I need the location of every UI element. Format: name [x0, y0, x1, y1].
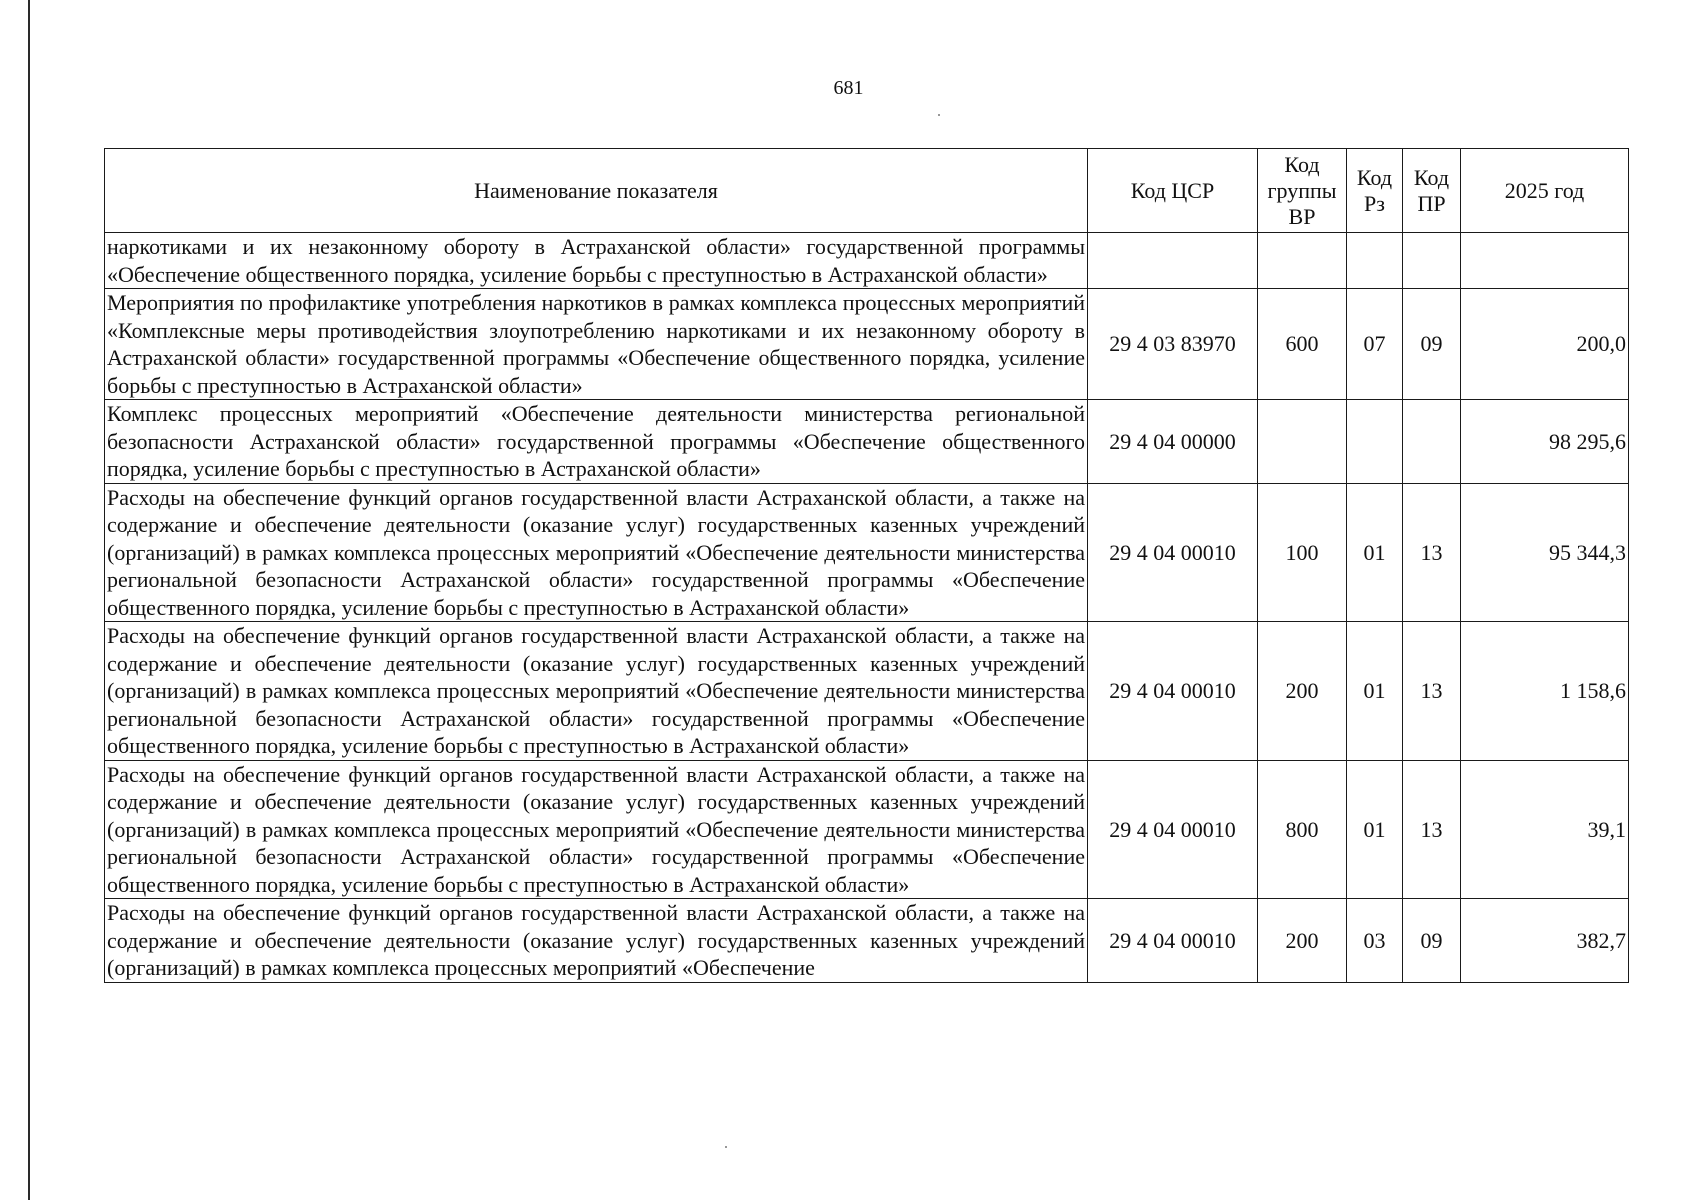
row-rz: 01: [1347, 622, 1403, 761]
row-vr: 600: [1258, 289, 1347, 400]
row-rz: 01: [1347, 760, 1403, 899]
row-rz: 01: [1347, 483, 1403, 622]
row-amount: [1461, 233, 1629, 289]
row-name: Расходы на обеспечение функций органов государственной власти Астраханской области, а также на содержание и обеспечение деятельности (оказание услуг) государственных казенных учреждений (организаций) в рамках комплекса процессных мероприятий «Обеспечение деятельности министерства региональной безопасности Астраханской области» государственной программы «Обеспечение общественного порядка, усиление борьбы с преступностью в Астраханской области»: [105, 622, 1088, 761]
scan-speck: [725, 1146, 727, 1148]
row-rz: 07: [1347, 289, 1403, 400]
row-csr: 29 4 04 00000: [1088, 400, 1258, 484]
table-row: [105, 760, 1629, 899]
table-row: [105, 289, 1629, 400]
row-rz: [1347, 233, 1403, 289]
header-pr-code: Код ПР: [1403, 149, 1461, 233]
scan-speck: [938, 114, 940, 116]
row-csr: 29 4 04 00010: [1088, 622, 1258, 761]
header-vr-code: Код группы ВР: [1258, 149, 1347, 233]
table-row: [105, 622, 1629, 761]
table-row: [105, 899, 1629, 983]
row-csr: [1088, 233, 1258, 289]
row-vr: 100: [1258, 483, 1347, 622]
header-csr-code: Код ЦСР: [1088, 149, 1258, 233]
row-pr: 13: [1403, 483, 1461, 622]
header-indicator-name: Наименование показателя: [105, 149, 1088, 233]
row-pr: [1403, 400, 1461, 484]
row-rz: [1347, 400, 1403, 484]
row-rz: 03: [1347, 899, 1403, 983]
row-name: Расходы на обеспечение функций органов государственной власти Астраханской области, а также на содержание и обеспечение деятельности (оказание услуг) государственных казенных учреждений (организаций) в рамках комплекса процессных мероприятий «Обеспечение деятельности министерства региональной безопасности Астраханской области» государственной программы «Обеспечение общественного порядка, усиление борьбы с преступностью в Астраханской области»: [105, 760, 1088, 899]
row-vr: [1258, 233, 1347, 289]
table-row: [105, 483, 1629, 622]
row-name: Комплекс процессных мероприятий «Обеспечение деятельности министерства региональной безопасности Астраханской области» государственной программы «Обеспечение общественного порядка, усиление борьбы с преступностью в Астраханской области»: [105, 400, 1088, 484]
row-amount: 39,1: [1461, 760, 1629, 899]
row-vr: 800: [1258, 760, 1347, 899]
row-pr: 09: [1403, 289, 1461, 400]
row-pr: 13: [1403, 760, 1461, 899]
row-amount: 382,7: [1461, 899, 1629, 983]
row-name: Расходы на обеспечение функций органов государственной власти Астраханской области, а также на содержание и обеспечение деятельности (оказание услуг) государственных казенных учреждений (организаций) в рамках комплекса процессных мероприятий «Обеспечение деятельности министерства региональной безопасности Астраханской области» государственной программы «Обеспечение общественного порядка, усиление борьбы с преступностью в Астраханской области»: [105, 483, 1088, 622]
header-rz-code: Код Рз: [1347, 149, 1403, 233]
binding-edge-line: [28, 0, 30, 1200]
table-header-row: [105, 149, 1629, 233]
row-pr: [1403, 233, 1461, 289]
row-name: Мероприятия по профилактике употребления наркотиков в рамках комплекса процессных мероприятий «Комплексные меры противодействия злоупотреблению наркотиками и их незаконному обороту в Астраханской области» государственной программы «Обеспечение общественного порядка, усиление борьбы с преступностью в Астраханской области»: [105, 289, 1088, 400]
budget-table: [104, 148, 1629, 983]
table-row: [105, 233, 1629, 289]
row-csr: 29 4 04 00010: [1088, 899, 1258, 983]
header-year-2025: 2025 год: [1461, 149, 1629, 233]
row-vr: [1258, 400, 1347, 484]
row-csr: 29 4 03 83970: [1088, 289, 1258, 400]
row-pr: 13: [1403, 622, 1461, 761]
row-amount: 98 295,6: [1461, 400, 1629, 484]
row-csr: 29 4 04 00010: [1088, 760, 1258, 899]
row-amount: 200,0: [1461, 289, 1629, 400]
row-name: наркотиками и их незаконному обороту в Астраханской области» государственной программы «Обеспечение общественного порядка, усиление борьбы с преступностью в Астраханской области»: [105, 233, 1088, 289]
row-pr: 09: [1403, 899, 1461, 983]
row-name: Расходы на обеспечение функций органов государственной власти Астраханской области, а также на содержание и обеспечение деятельности (оказание услуг) государственных казенных учреждений (организаций) в рамках комплекса процессных мероприятий «Обеспечение: [105, 899, 1088, 983]
page-number: 681: [833, 77, 864, 99]
row-amount: 1 158,6: [1461, 622, 1629, 761]
row-amount: 95 344,3: [1461, 483, 1629, 622]
row-csr: 29 4 04 00010: [1088, 483, 1258, 622]
row-vr: 200: [1258, 899, 1347, 983]
row-vr: 200: [1258, 622, 1347, 761]
table-row: [105, 400, 1629, 484]
